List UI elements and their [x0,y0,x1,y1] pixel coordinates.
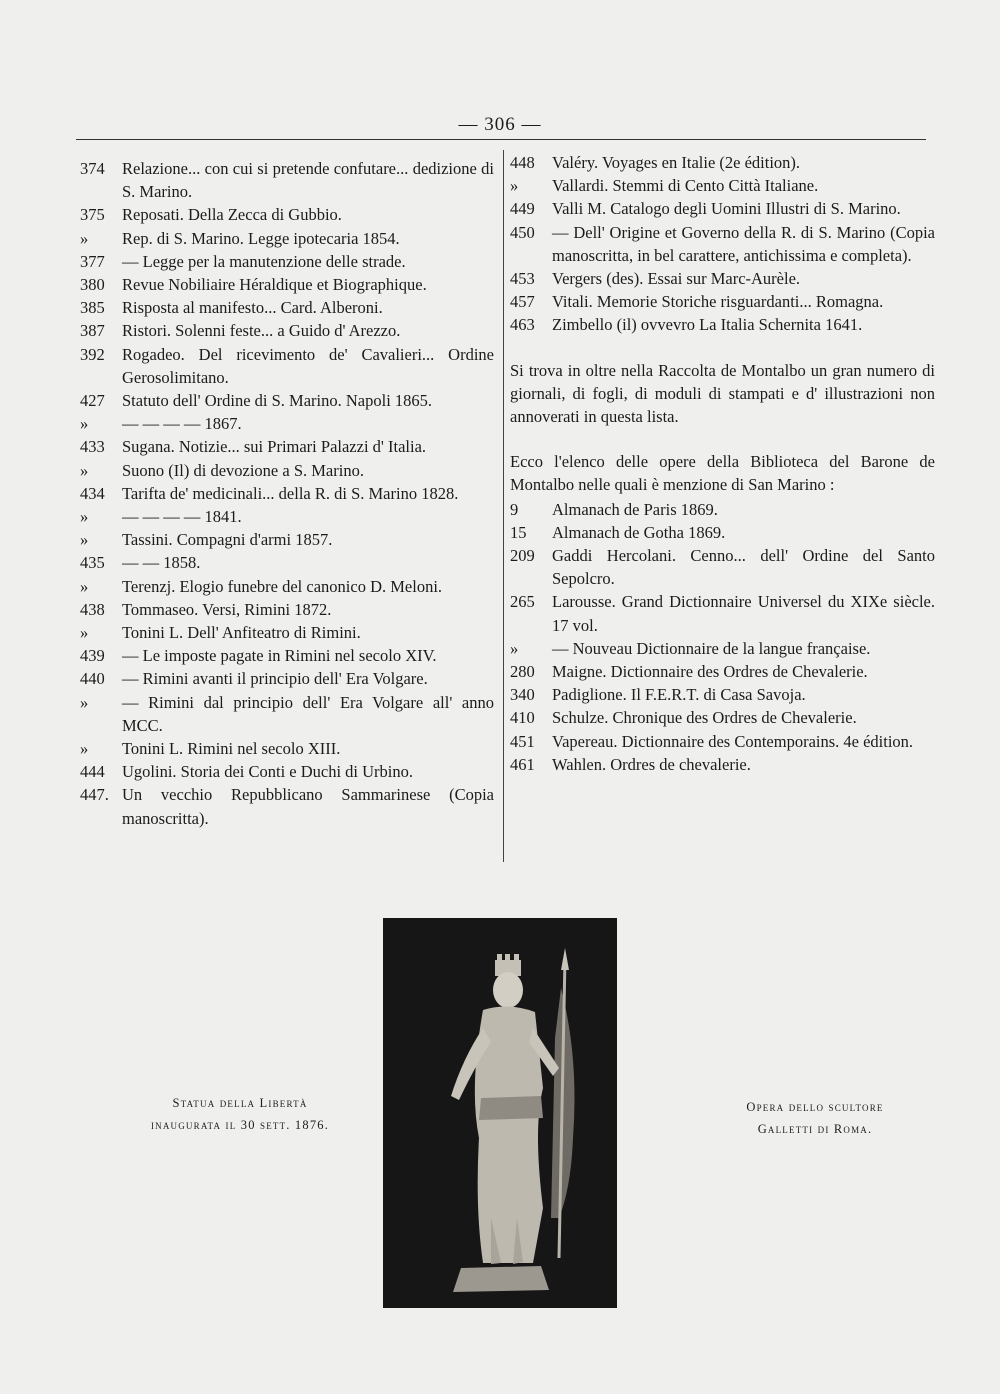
entry-number: 340 [510,685,535,705]
bibliography-entry [80,273,494,296]
bibliography-entry [80,203,494,226]
entry-text: Almanach de Gotha 1869. [552,522,726,542]
bibliography-entry [80,644,494,667]
entry-text: Un vecchio Repubblicano Sammarinese (Copia manoscritta). [122,785,494,828]
entry-number: » [510,638,519,658]
bibliography-entry [80,435,494,458]
bibliography-entry [80,296,494,319]
entry-text: Relazione... con cui si pretende confutare... dedizione di S. Marino. [122,159,494,202]
entry-number: 450 [510,222,535,242]
entry-text: Ugolini. Storia dei Conti e Duchi di Urbino. [122,762,414,782]
paragraph-raccolta: Si trova in oltre nella Raccolta de Montalbo un gran numero di giornali, di fogli, di moduli di stampati e d' illustrazioni non annoverati in questa lista. [510,360,935,426]
bibliography-entry [80,575,494,598]
entry-number: 447. [80,785,109,805]
bibliography-entry [510,660,935,683]
entry-text: — Nouveau Dictionnaire de la langue française. [552,638,871,658]
entry-text: Padiglione. Il F.E.R.T. di Casa Savoja. [552,685,806,705]
caption-statue [120,1092,360,1136]
entry-number: 444 [80,762,105,782]
entry-number: 15 [510,522,527,542]
entry-text: Reposati. Della Zecca di Gubbio. [122,205,342,225]
bibliography-entry [80,157,494,203]
entry-number: 435 [80,553,105,573]
caption-statue-line2: inaugurata il 30 sett. 1876. [150,1118,330,1132]
statue-photograph [383,918,617,1308]
montalbo-entry-list [510,498,935,776]
entry-number: » [80,576,89,596]
entry-text: Vergers (des). Essai sur Marc-Aurèle. [552,269,801,289]
entry-text: — — — — 1841. [122,507,242,527]
entry-number: » [80,414,89,434]
entry-text: — — 1858. [122,553,201,573]
bibliography-entry [510,590,935,636]
entry-text: — Rimini dal principio dell' Era Volgare all' anno MCC. [122,692,494,735]
entry-number: 375 [80,205,105,225]
bibliography-entry [80,621,494,644]
bibliography-entry [510,290,935,313]
entry-number: 433 [80,437,105,457]
bibliography-entry [510,730,935,753]
bibliography-entry [510,753,935,776]
bibliography-entry [80,482,494,505]
bibliography-entry [510,221,935,267]
bibliography-entry [510,197,935,220]
entry-text: Tommaseo. Versi, Rimini 1872. [122,599,332,619]
entry-number: 457 [510,292,535,312]
entry-number: 427 [80,391,105,411]
bibliography-entry [80,551,494,574]
bibliography-entry [80,598,494,621]
entry-number: 387 [80,321,105,341]
entry-text: Larousse. Grand Dictionnaire Universel du XIXe siècle. 17 vol. [552,592,935,635]
entry-number: 410 [510,708,535,728]
caption-statue-line1: Statua della Libertà [172,1096,308,1110]
entry-number: » [510,176,519,196]
entry-text: Schulze. Chronique des Ordres de Chevalerie. [552,708,857,728]
entry-text: Terenzj. Elogio funebre del canonico D. Meloni. [122,576,443,596]
statue-illustration [383,918,617,1308]
bibliography-entry [80,783,494,829]
bibliography-entry [510,313,935,336]
entry-text: Valli M. Catalogo degli Uomini Illustri di S. Marino. [552,199,901,219]
entry-text: Zimbello (il) ovvevro La Italia Schernita 1641. [552,315,863,335]
left-entry-list [80,157,494,830]
caption-sculptor-line1: Opera dello scultore [746,1100,884,1114]
entry-text: Sugana. Notizie... sui Primari Palazzi d' Italia. [122,437,427,457]
entry-text: Vitali. Memorie Storiche risguardanti... Romagna. [552,292,884,312]
entry-number: » [80,228,89,248]
bibliography-entry [510,151,935,174]
bibliography-entry [80,319,494,342]
entry-number: 209 [510,546,535,566]
entry-number: 453 [510,269,535,289]
entry-number: 449 [510,199,535,219]
entry-text: Tassini. Compagni d'armi 1857. [122,530,333,550]
bibliography-entry [510,174,935,197]
column-divider [503,150,504,862]
entry-number: 374 [80,159,105,178]
entry-number: 392 [80,344,105,364]
bibliography-entry [80,343,494,389]
entry-text: — Legge per la manutenzione delle strade. [122,251,406,271]
entry-number: 438 [80,599,105,619]
bibliography-entry [80,412,494,435]
bibliography-entry [80,227,494,250]
entry-number: » [80,507,89,527]
page-number: — 306 — [458,114,542,135]
bibliography-entry [80,250,494,273]
entry-text: Valéry. Voyages en Italie (2e édition). [552,153,801,172]
entry-number: » [80,530,89,550]
entry-text: Statuto dell' Ordine di S. Marino. Napoli 1865. [122,391,433,411]
bibliography-entry [510,521,935,544]
bibliography-entry [510,683,935,706]
entry-number: 9 [510,499,519,519]
bibliography-entry [80,459,494,482]
entry-text: Rogadeo. Del ricevimento de' Cavalieri... Ordine Gerosolimitano. [122,344,494,387]
bibliography-entry [510,706,935,729]
entry-text: Suono (Il) di devozione a S. Marino. [122,460,364,480]
bibliography-entry [80,667,494,690]
header-rule [76,139,926,140]
bibliography-entry [80,760,494,783]
entry-number: 380 [80,275,105,295]
entry-text: Tonini L. Rimini nel secolo XIII. [122,739,341,759]
entry-number: 434 [80,483,105,503]
caption-sculptor [690,1096,940,1140]
entry-number: 451 [510,731,535,751]
entry-number: 463 [510,315,535,335]
paragraph-biblioteca: Ecco l'elenco delle opere della Biblioteca del Barone de Montalbo nelle quali è menzione di San Marino : [510,451,935,494]
bibliography-entry [80,691,494,737]
entry-number: » [80,739,89,759]
entry-text: Tonini L. Dell' Anfiteatro di Rimini. [122,623,361,643]
entry-text: — Le imposte pagate in Rimini nel secolo XIV. [122,646,437,666]
right-entry-list [510,151,935,337]
entry-number: » [80,692,89,712]
entry-text: Wahlen. Ordres de chevalerie. [552,754,751,774]
entry-text: — — — — 1867. [122,414,242,434]
bibliography-entry [80,505,494,528]
bibliography-entry [510,637,935,660]
entry-number: 385 [80,298,105,318]
right-column [510,151,935,776]
bibliography-entry [80,389,494,412]
entry-text: Revue Nobiliaire Héraldique et Biographique. [122,275,427,295]
entry-number: » [80,460,89,480]
bibliography-entry [510,498,935,521]
entry-text: Tarifta de' medicinali... della R. di S. Marino 1828. [122,483,459,503]
entry-text: Gaddi Hercolani. Cenno... dell' Ordine del Santo Sepolcro. [552,546,935,589]
entry-number: 440 [80,669,105,689]
entry-text: Maigne. Dictionnaire des Ordres de Chevalerie. [552,662,868,682]
entry-number: » [80,623,89,643]
entry-number: 265 [510,592,535,612]
left-column [80,157,494,830]
entry-number: 280 [510,662,535,682]
entry-text: Ristori. Solenni feste... a Guido d' Arezzo. [122,321,401,341]
bibliography-entry [80,528,494,551]
entry-text: — Rimini avanti il principio dell' Era Volgare. [122,669,428,689]
entry-text: Vapereau. Dictionnaire des Contemporains. 4e édition. [552,731,914,751]
entry-text: Risposta al manifesto... Card. Alberoni. [122,298,383,318]
entry-text: Rep. di S. Marino. Legge ipotecaria 1854. [122,228,400,248]
entry-number: 439 [80,646,105,666]
entry-number: 461 [510,754,535,774]
bibliography-entry [80,737,494,760]
entry-text: Almanach de Paris 1869. [552,499,718,519]
entry-text: Vallardi. Stemmi di Cento Città Italiane. [552,176,819,196]
bibliography-entry [510,544,935,590]
caption-sculptor-line2: Galletti di Roma. [757,1122,873,1136]
bibliography-entry [510,267,935,290]
entry-number: 377 [80,251,105,271]
entry-text: — Dell' Origine et Governo della R. di S. Marino (Copia manoscritta, in bel carattere, antichissima e completa). [552,222,935,265]
entry-number: 448 [510,153,535,172]
